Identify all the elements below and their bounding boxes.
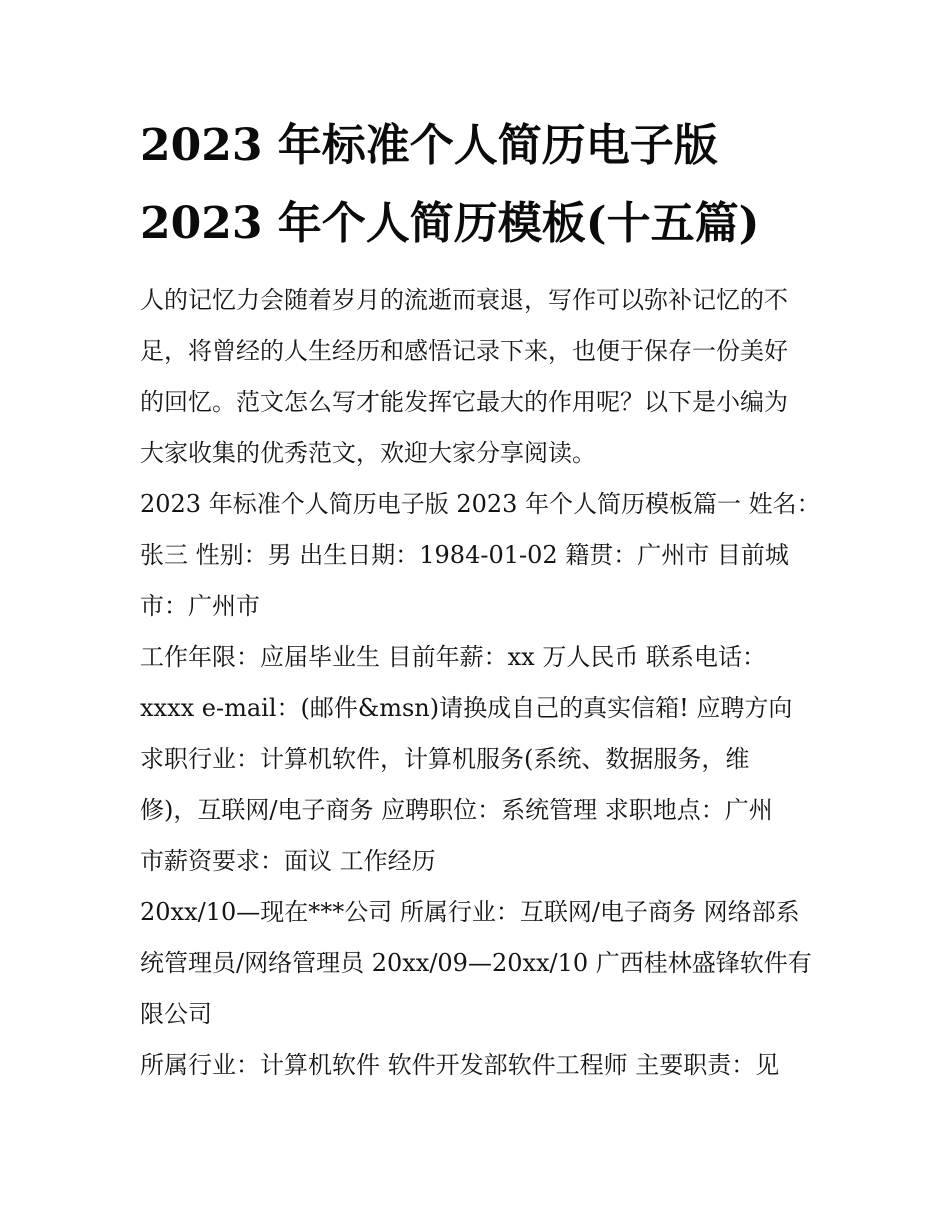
body-line: 修)，互联网/电子商务 应聘职位：系统管理 求职地点：广州 <box>140 796 773 824</box>
body-line: 统管理员/网络管理员 20xx/09—20xx/10 广西桂林盛锋软件有 <box>140 949 812 977</box>
body-line: 所属行业：计算机软件 软件开发部软件工程师 主要职责：见 <box>140 1051 780 1079</box>
body-line: 工作年限：应届毕业生 目前年薪：xx 万人民币 联系电话： <box>140 643 766 671</box>
body-line: 求职行业：计算机软件，计算机服务(系统、数据服务，维 <box>140 745 750 773</box>
body-line: 市薪资要求：面议 工作经历 <box>140 847 436 875</box>
body-line: 限公司 <box>140 1000 212 1028</box>
document-title-line-2: 2023 年个人简历模板(十五篇) <box>140 198 760 249</box>
body-line: xxxx e-mail：(邮件&msn)请换成自己的真实信箱! 应聘方向 <box>140 694 793 722</box>
body-line: 2023 年标准个人简历电子版 2023 年个人简历模板篇一 姓名： <box>140 490 821 518</box>
body-line: 市：广州市 <box>140 592 260 620</box>
document-title-line-1: 2023 年标准个人简历电子版 <box>140 120 718 171</box>
body-line: 的回忆。范文怎么写才能发挥它最大的作用呢？以下是小编为 <box>140 388 788 416</box>
body-line: 20xx/10—现在***公司 所属行业：互联网/电子商务 网络部系 <box>140 898 800 926</box>
body-line: 人的记忆力会随着岁月的流逝而衰退，写作可以弥补记忆的不 <box>140 286 788 314</box>
body-line: 张三 性别：男 出生日期：1984-01-02 籍贯：广州市 目前城 <box>140 541 789 569</box>
body-line: 足，将曾经的人生经历和感悟记录下来，也便于保存一份美好 <box>140 337 788 365</box>
body-line: 大家收集的优秀范文，欢迎大家分享阅读。 <box>140 439 596 467</box>
